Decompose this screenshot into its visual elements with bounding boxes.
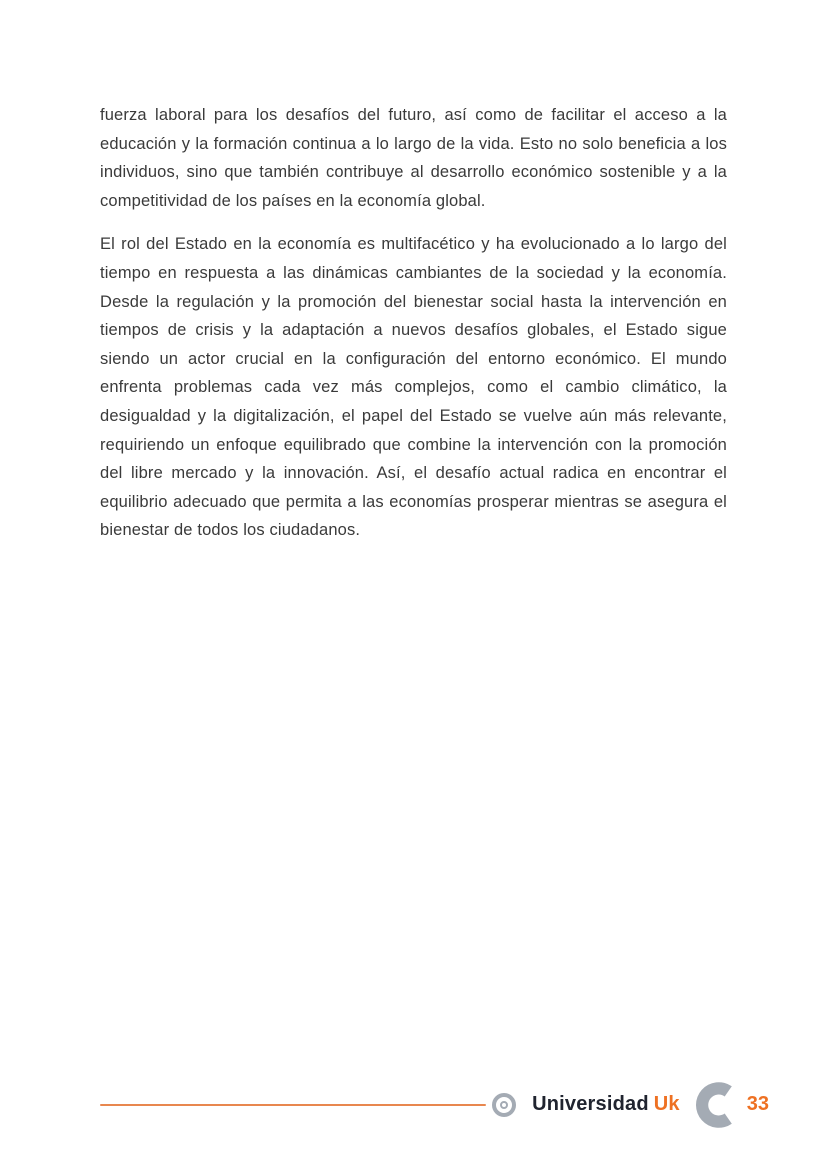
brand-name: Universidad bbox=[532, 1093, 649, 1115]
paragraph-1: fuerza laboral para los desafíos del futuro, así como de facilitar el acceso a la educación y la formación continua a lo largo de la vida. Esto no solo beneficia a los individuos, sino que también contribuye al desarrollo económico sostenible y a la competitividad de los países en la economía global. bbox=[100, 106, 727, 210]
paragraph-2: El rol del Estado en la economía es multifacético y ha evolucionado a lo largo del tiempo en respuesta a las dinámicas cambiantes de la sociedad y la economía. Desde la regulación y la promoción del bienestar social hasta la intervención en tiempos de crisis y la adaptación a nuevos desafíos globales, el Estado sigue siendo un actor crucial en la configuración del entorno económico. El mundo enfrenta problemas cada vez más complejos, como el cambio climático, la desigualdad y la digitalización, el papel del Estado se vuelve aún más relevante, requiriendo un enfoque equilibrado que combine la intervención con la promoción del libre mercado y la innovación. Así, el desafío actual radica en encontrar el equilibrio adecuado que permita a las economías prosperar mientras se asegura el bienestar de todos los ciudadanos. bbox=[100, 235, 727, 540]
target-icon bbox=[492, 1093, 516, 1117]
brand-logo bbox=[532, 1093, 680, 1116]
footer-rule bbox=[100, 1104, 486, 1106]
page-number: 33 bbox=[746, 1093, 769, 1115]
brand-suffix: Uk bbox=[653, 1093, 680, 1115]
target-icon-center bbox=[500, 1101, 508, 1109]
page-content bbox=[100, 101, 727, 560]
crescent-icon bbox=[694, 1079, 732, 1131]
page-footer bbox=[100, 1076, 769, 1133]
